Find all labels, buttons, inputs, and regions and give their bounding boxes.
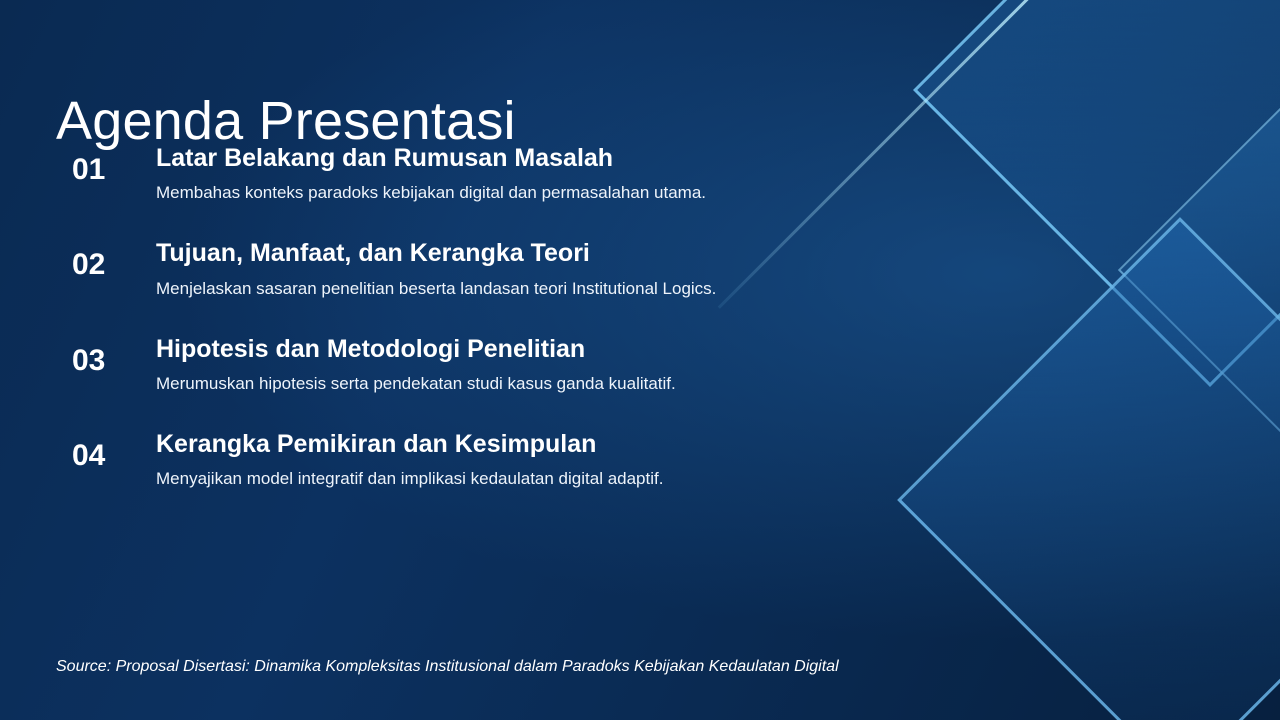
- agenda-item-number: 03: [72, 343, 106, 377]
- agenda-item-description: Menyajikan model integratif dan implikasi kedaulatan digital adaptif.: [156, 469, 664, 489]
- agenda-item-number: 02: [72, 248, 106, 282]
- agenda-list: [56, 143, 956, 524]
- page-title: Agenda Presentasi: [56, 91, 516, 152]
- diamond-shape-top: [913, 0, 1280, 387]
- agenda-item-body: [156, 334, 956, 395]
- list-item: [56, 334, 956, 395]
- list-item: [56, 238, 956, 299]
- agenda-item-body: [156, 429, 956, 490]
- agenda-item-body: [156, 143, 956, 204]
- agenda-item-description: Merumuskan hipotesis serta pendekatan studi kasus ganda kualitatif.: [156, 373, 676, 393]
- agenda-item-description: Membahas konteks paradoks kebijakan digital dan permasalahan utama.: [156, 183, 706, 203]
- source-caption: Source: Proposal Disertasi: Dinamika Kompleksitas Institusional dalam Paradoks Kebijakan Kedaulatan Digital: [56, 658, 839, 675]
- agenda-item-heading: Hipotesis dan Metodologi Penelitian: [156, 334, 586, 363]
- diamond-shape-right: [1118, 58, 1280, 482]
- agenda-item-heading: Kerangka Pemikiran dan Kesimpulan: [156, 430, 597, 459]
- agenda-item-body: [156, 238, 956, 299]
- agenda-item-heading: Tujuan, Manfaat, dan Kerangka Teori: [156, 239, 590, 268]
- agenda-item-number: 04: [72, 439, 106, 473]
- agenda-item-number: 01: [72, 153, 106, 186]
- agenda-item-heading: Latar Belakang dan Rumusan Masalah: [156, 144, 614, 172]
- list-item: [56, 143, 956, 204]
- agenda-item-description: Menjelaskan sasaran penelitian beserta landasan teori Institutional Logics.: [156, 278, 717, 298]
- list-item: [56, 429, 956, 490]
